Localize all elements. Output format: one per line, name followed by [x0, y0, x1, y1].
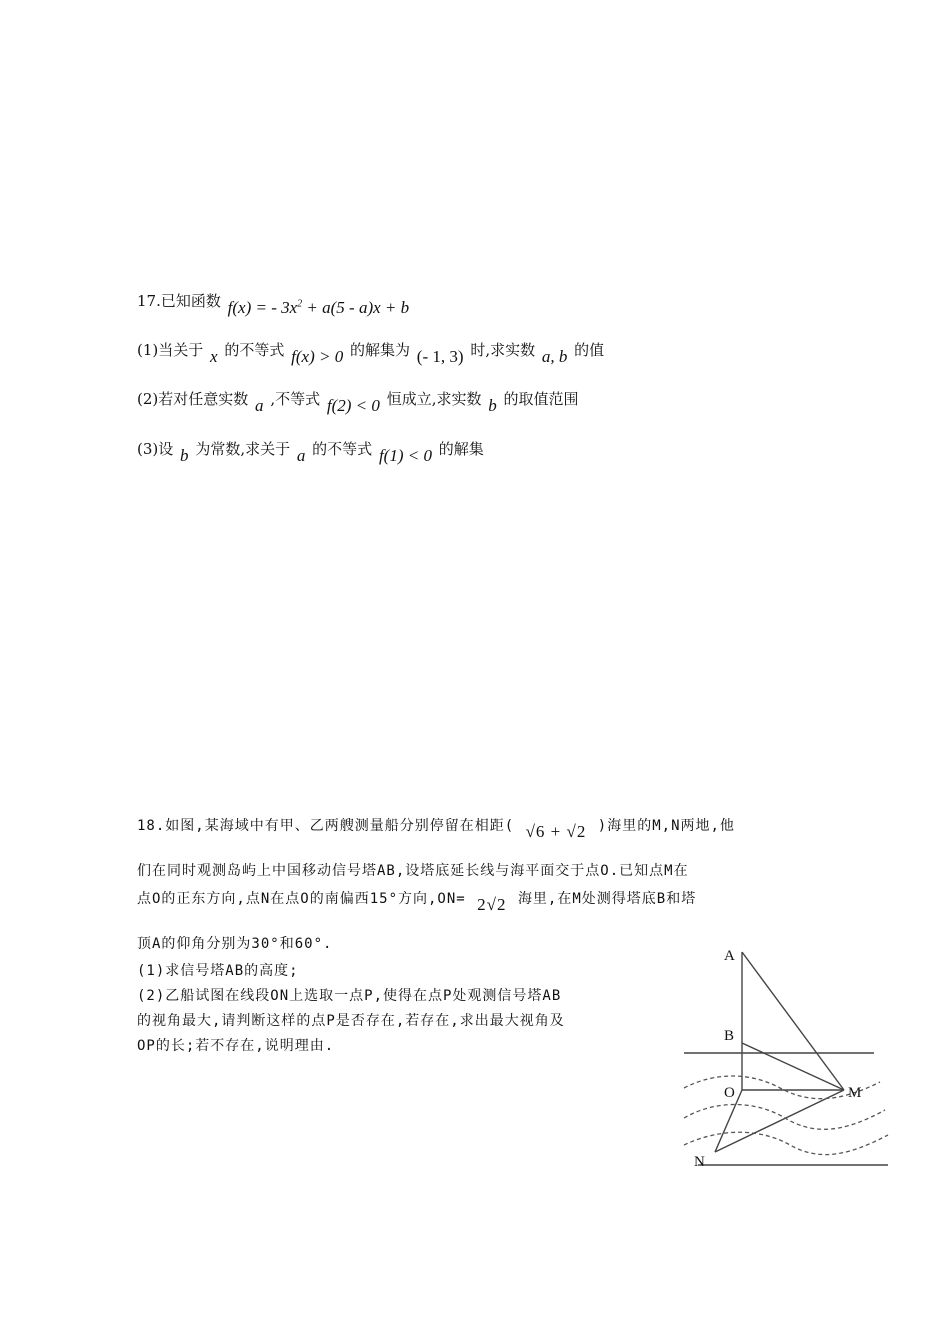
math-inequality: f(x) > 0: [291, 347, 344, 366]
text: 为常数,求关于: [195, 440, 291, 458]
text: 的解集: [438, 440, 484, 458]
text: (1)当关于: [137, 341, 204, 359]
math-var: a: [255, 396, 264, 415]
q17-title-text: 17.已知函数: [137, 292, 221, 310]
q18-line1: [137, 816, 735, 841]
func-main: f(x) = - 3x: [227, 298, 298, 317]
q18-part1: [137, 964, 299, 978]
label-o: O: [724, 1085, 735, 1101]
q18-part2-line1: [137, 989, 561, 1003]
text: 时,求实数: [470, 341, 536, 359]
text: (2)乙船试图在线段ON上选取一点P,使得在点P处观测信号塔AB: [137, 988, 562, 1004]
label-m: M: [848, 1085, 862, 1101]
q18-line2: [137, 864, 689, 878]
text: 的解集为: [350, 341, 411, 359]
q18-line4: [137, 937, 332, 951]
text: 的不等式: [224, 341, 285, 359]
q17-part3: [137, 440, 484, 465]
math-distance: √6 + √2: [525, 822, 587, 841]
func-exponent: 2: [297, 298, 303, 310]
wave-line-2: [684, 1105, 885, 1130]
text: ,不等式: [270, 390, 321, 408]
q17-part1: [137, 341, 605, 366]
math-vars: a, b: [541, 347, 568, 366]
text: 的取值范围: [503, 390, 579, 408]
text: 18.如图,某海域中有甲、乙两艘测量船分别停留在相距(: [137, 818, 515, 834]
q18-line3: [137, 889, 697, 914]
text: 海里,在M处测得塔底B和塔: [517, 891, 697, 907]
math-inequality: f(2) < 0: [326, 396, 380, 415]
math-inequality: f(1) < 0: [378, 446, 432, 465]
math-var: b: [180, 446, 189, 465]
math-interval: (- 1, 3): [416, 347, 464, 366]
label-n: N: [694, 1154, 705, 1170]
text: 的不等式: [312, 440, 373, 458]
label-b: B: [724, 1028, 735, 1044]
text: (2)若对任意实数: [137, 390, 249, 408]
math-var: b: [488, 396, 497, 415]
line-bm: [742, 1043, 844, 1090]
text: 们在同时观测岛屿上中国移动信号塔AB,设塔底延长线与海平面交于点O.已知点M在: [137, 863, 689, 879]
math-var: a: [296, 446, 306, 465]
math-on-length: 2√2: [477, 895, 507, 914]
q17-part2: [137, 390, 579, 415]
text: OP的长;若不存在,说明理由.: [137, 1038, 335, 1054]
text: 点O的正东方向,点N在点O的南偏西15°方向,ON=: [137, 891, 466, 907]
func-rest: + a(5 - a)x + b: [302, 298, 410, 317]
q17-title: [137, 292, 411, 317]
text: 顶A的仰角分别为30°和60°.: [137, 936, 333, 952]
text: (3)设: [137, 440, 174, 458]
q17-function: [228, 298, 410, 317]
q18-part2-line3: [137, 1039, 334, 1053]
math-var: x: [210, 347, 218, 366]
tower-diagram: [670, 940, 900, 1175]
text: 的值: [574, 341, 605, 359]
text: )海里的M,N两地,他: [597, 818, 735, 834]
label-a: A: [724, 948, 735, 964]
line-am: [742, 952, 844, 1090]
text: 的视角最大,请判断这样的点P是否存在,若存在,求出最大视角及: [137, 1013, 565, 1029]
q18-part2-line2: [137, 1014, 565, 1028]
text: 恒成立,求实数: [386, 390, 482, 408]
text: (1)求信号塔AB的高度;: [137, 963, 299, 979]
